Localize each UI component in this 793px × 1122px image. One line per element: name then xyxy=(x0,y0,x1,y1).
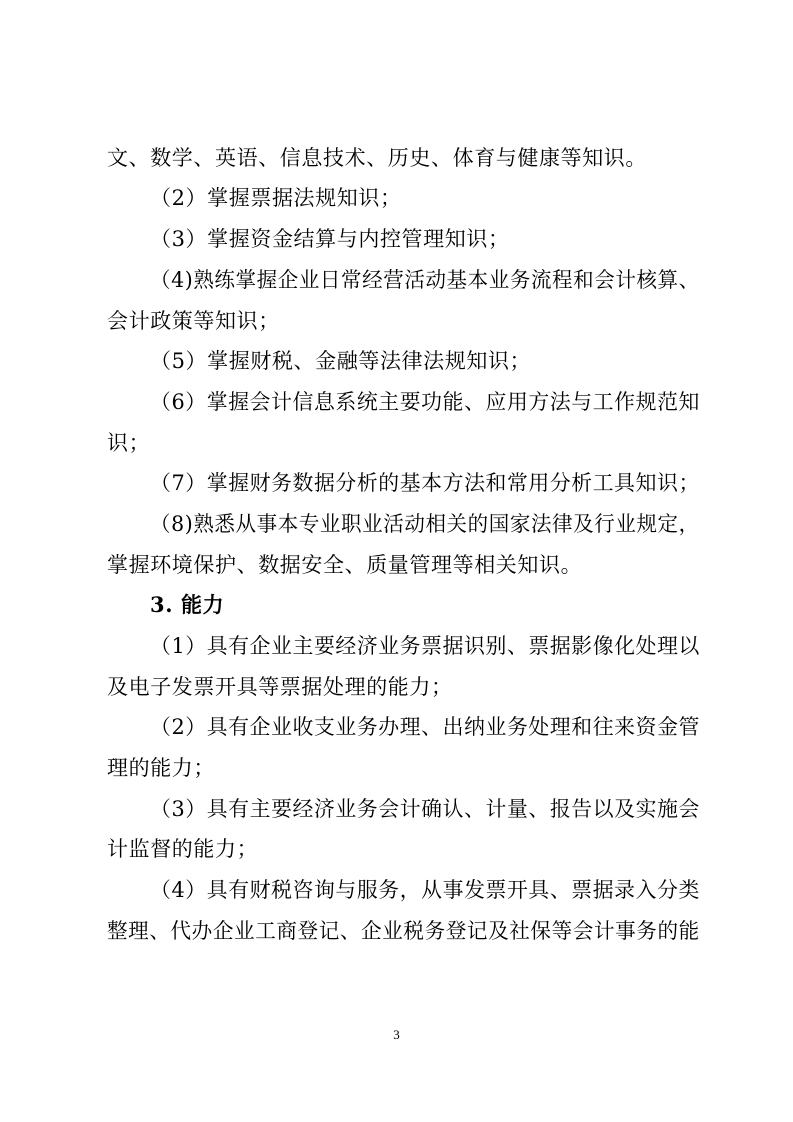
text-line: （5）掌握财税、金融等法律法规知识； xyxy=(150,349,532,373)
text-line: （2）掌握票据法规知识； xyxy=(150,186,402,210)
text-line: 计监督的能力； xyxy=(107,837,259,861)
text-line: （2）具有企业收支业务办理、出纳业务处理和往来资金管 xyxy=(150,715,700,739)
text-line: 会计政策等知识； xyxy=(107,309,280,333)
text-line: （4)熟练掌握企业日常经营活动基本业务流程和会计核算、 xyxy=(150,268,700,292)
text-line: （4）具有财税咨询与服务，从事发票开具、票据录入分类 xyxy=(150,878,700,902)
text-line: （3）具有主要经济业务会计确认、计量、报告以及实施会 xyxy=(150,797,700,821)
text-line: 文、数学、英语、信息技术、历史、体育与健康等知识。 xyxy=(107,146,647,170)
text-line: 理的能力； xyxy=(107,756,215,780)
text-line: 整理、代办企业工商登记、企业税务登记及社保等会计事务的能 xyxy=(107,919,700,943)
text-line: （1）具有企业主要经济业务票据识别、票据影像化处理以 xyxy=(150,634,700,658)
section-heading: 3. 能力 xyxy=(150,592,225,617)
text-line: （7）掌握财务数据分析的基本方法和常用分析工具知识； xyxy=(150,471,700,495)
text-line: （3）掌握资金结算与内控管理知识； xyxy=(150,227,510,251)
page-number: 3 xyxy=(393,1027,400,1042)
text-line: （6）掌握会计信息系统主要功能、应用方法与工作规范知 xyxy=(150,390,700,414)
text-line: （8)熟悉从事本专业职业活动相关的国家法律及行业规定， xyxy=(150,512,700,536)
text-line: 掌握环境保护、数据安全、质量管理等相关知识。 xyxy=(107,553,583,577)
text-line: 及电子发票开具等票据处理的能力； xyxy=(107,675,453,699)
text-line: 识； xyxy=(107,431,151,455)
